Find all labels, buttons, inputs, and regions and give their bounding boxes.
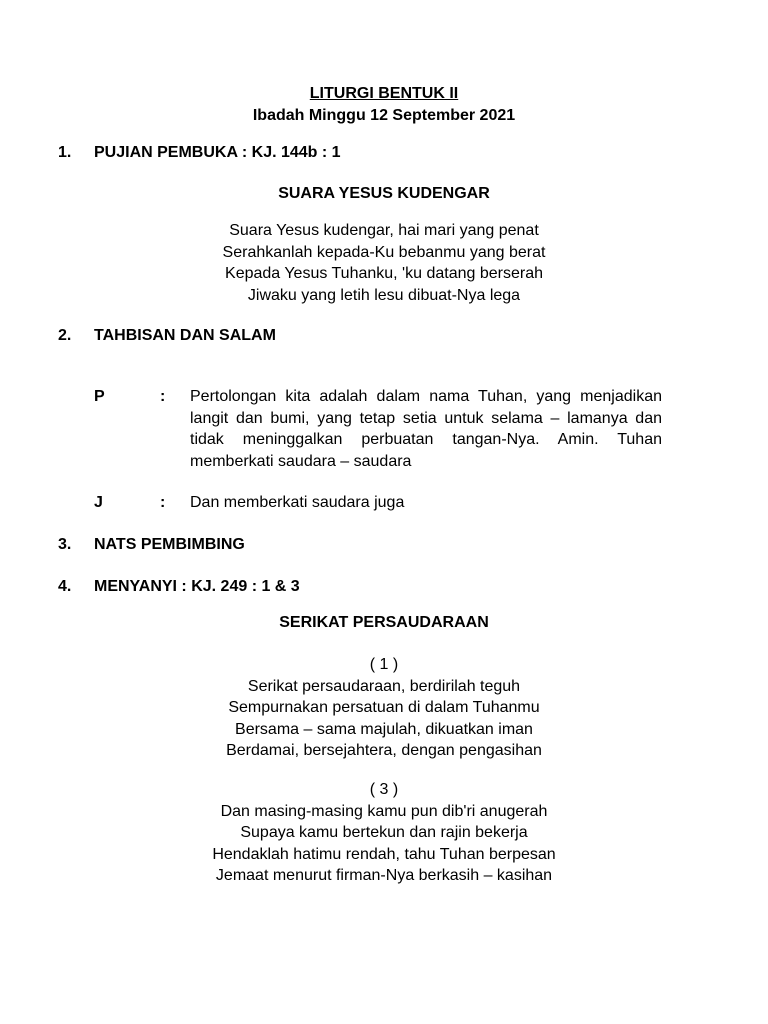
lyric-line: Jiwaku yang letih lesu dibuat-Nya lega <box>247 286 521 304</box>
lyric-line: Hendaklah hatimu rendah, tahu Tuhan berpesan <box>212 845 556 863</box>
section-label: TAHBISAN DAN SALAM <box>94 327 276 344</box>
section-number: 3. <box>58 536 72 553</box>
dialog-j <box>94 492 662 514</box>
section-heading-1 <box>58 143 341 163</box>
document-subtitle: Ibadah Minggu 12 September 2021 <box>252 107 516 124</box>
lyric-line: Sempurnakan persatuan di dalam Tuhanmu <box>228 699 540 716</box>
section-number: 2. <box>58 327 72 344</box>
lyric-line: Jemaat menurut firman-Nya berkasih – kasihan <box>215 867 553 884</box>
verse-number: ( 1 ) <box>369 656 399 673</box>
speaker-label: J <box>94 494 103 511</box>
song-lyrics <box>0 220 768 306</box>
song-title: SERIKAT PERSAUDARAAN <box>279 614 489 631</box>
lyric-line: Suara Yesus kudengar, hai mari yang penat <box>229 222 539 239</box>
section-label: MENYANYI : KJ. 249 : 1 & 3 <box>94 578 300 595</box>
speaker-label: P <box>94 388 105 405</box>
song-verse-1 <box>0 654 768 762</box>
lyric-line: Dan masing-masing kamu pun dib'ri anugerah <box>220 802 548 820</box>
lyric-line: Bersama – sama majulah, dikuatkan iman <box>235 720 533 738</box>
document-title: LITURGI BENTUK II <box>309 85 459 102</box>
dialog-text: Pertolongan kita adalah dalam nama Tuhan, yang menjadikan langit dan bumi, yang tetap setia untuk selama – lamanya dan tidak meninggalkan perbuatan tangan-Nya. Amin. Tuhan memberkati saudara – saudara <box>190 388 662 470</box>
section-heading-3 <box>58 535 245 555</box>
lyric-line: Kepada Yesus Tuhanku, 'ku datang berserah <box>225 265 543 282</box>
lyric-line: Serikat persaudaraan, berdirilah teguh <box>247 677 521 695</box>
speaker-colon: : <box>160 494 166 511</box>
section-number: 1. <box>58 144 72 161</box>
section-label: PUJIAN PEMBUKA : KJ. 144b : 1 <box>94 144 341 161</box>
verse-number: ( 3 ) <box>369 781 399 798</box>
dialog-text: Dan memberkati saudara juga <box>190 494 405 511</box>
song-title: SUARA YESUS KUDENGAR <box>278 185 490 202</box>
lyric-line: Berdamai, bersejahtera, dengan pengasihan <box>226 742 542 759</box>
dialog-p <box>94 386 662 472</box>
section-label: NATS PEMBIMBING <box>94 536 245 553</box>
speaker-colon: : <box>160 388 166 405</box>
section-number: 4. <box>58 578 72 595</box>
lyric-line: Supaya kamu bertekun dan rajin bekerja <box>240 824 528 841</box>
lyric-line: Serahkanlah kepada-Ku bebanmu yang berat <box>222 243 546 261</box>
section-heading-2 <box>58 326 276 346</box>
song-verse-3 <box>0 779 768 887</box>
section-heading-4 <box>58 577 300 597</box>
